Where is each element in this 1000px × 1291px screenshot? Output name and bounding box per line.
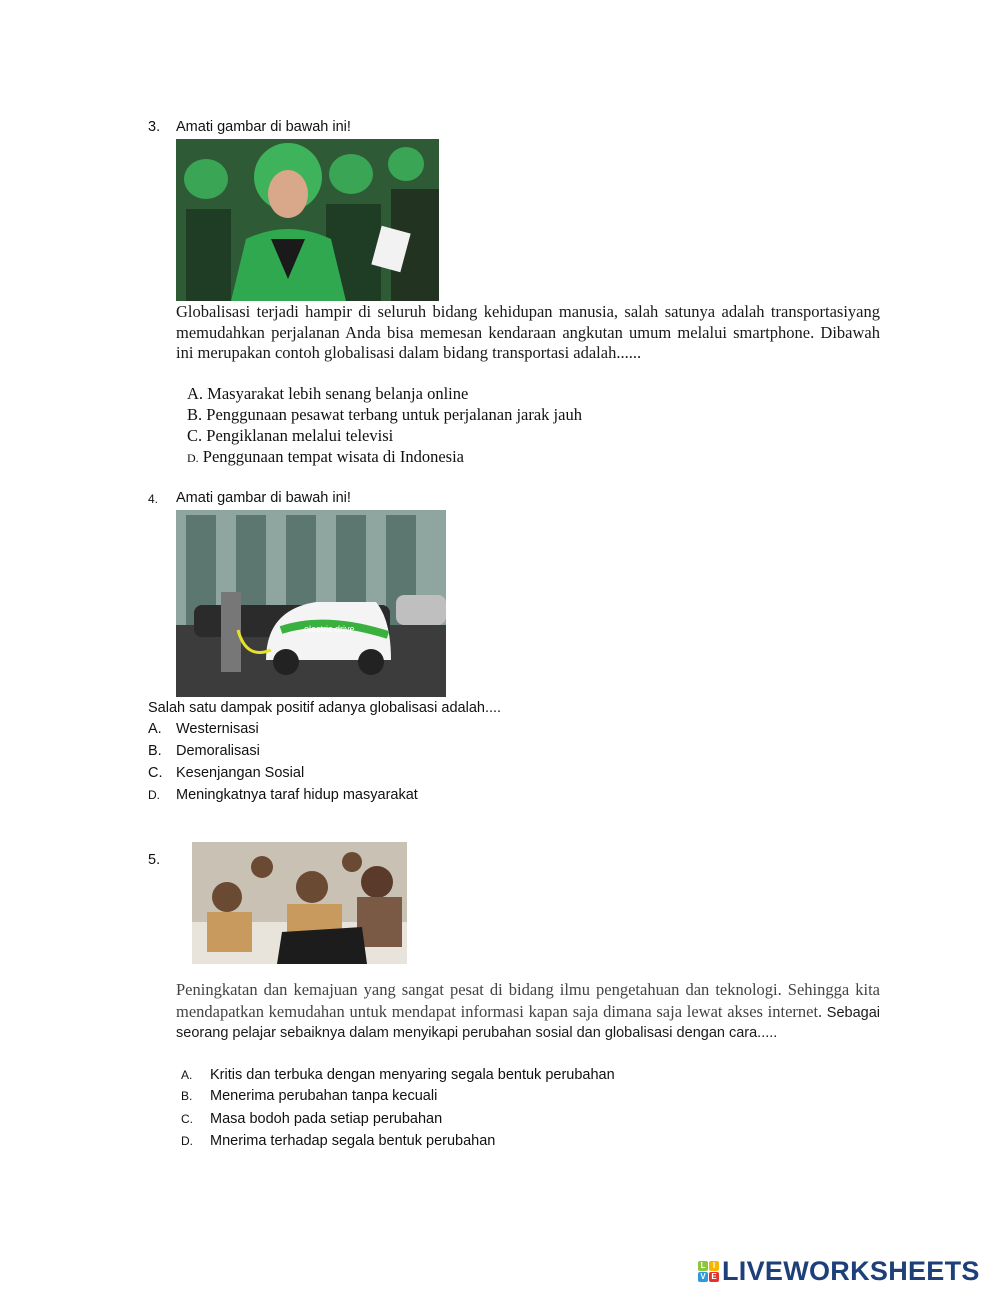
option-text: Penggunaan tempat wisata di Indonesia [202,447,464,466]
option-letter: D. [181,1134,193,1148]
option-letter: D. [148,788,160,802]
q5-option-b[interactable] [181,1088,437,1104]
q3-paragraph: Globalisasi terjadi hampir di seluruh bidang kehidupan manusia, salah satunya adalah transportasiyang memudahkan perjalanan Anda bisa memesan kendaraan angkutan umum melalui smartphone. Dibawah ini merupakan contoh globalisasi dalam bidang transportasi adalah...... [176,302,880,362]
students-illustration [192,842,407,964]
option-text: Masyarakat lebih senang belanja online [207,384,469,403]
q5-paragraph-question: Sebagai seorang pelajar sebaiknya dalam menyikapi perubahan sosial dan globalisasi dengan cara..... [176,1004,881,1041]
q4-option-c[interactable] [148,765,304,781]
option-letter: C. [181,1112,193,1126]
q4-instruction: Amati gambar di bawah ini! [176,490,351,506]
q4-image-electric-car [176,510,446,697]
option-text: Mnerima terhadap segala bentuk perubahan [210,1133,496,1149]
q5-number: 5. [148,852,161,868]
q4-option-d[interactable] [148,787,418,803]
q4-option-a[interactable] [148,721,259,737]
q5-paragraph-context: Peningkatan dan kemajuan yang sangat pesat di bidang ilmu pengetahuan dan teknologi. Sehingga kita mendapatkan kemudahan untuk mendapat informasi kapan saja dimana saja lewat akses internet. [176,980,880,1021]
option-letter: A. [181,1068,193,1082]
option-letter: C. [148,765,163,781]
q5-option-d[interactable] [181,1133,495,1149]
option-text: Masa bodoh pada setiap perubahan [210,1111,443,1127]
option-text: Westernisasi [176,721,259,737]
option-text: Pengiklanan melalui televisi [206,426,394,445]
option-text: Penggunaan pesawat terbang untuk perjalanan jarak jauh [206,405,582,424]
grab-drivers-illustration [176,139,439,301]
option-text: Meningkatnya taraf hidup masyarakat [176,787,418,803]
option-letter: A. [148,721,162,737]
option-letter: D. [187,451,199,465]
electric-car-illustration [176,510,446,697]
q3-option-b[interactable] [187,405,582,425]
q3-number: 3. [148,119,161,135]
q5-option-c[interactable] [181,1111,442,1127]
logo-tile: I [709,1261,719,1271]
logo-tile: V [698,1272,708,1282]
option-text: Kritis dan terbuka dengan menyaring segala bentuk perubahan [210,1067,615,1083]
q3-option-c[interactable] [187,426,393,446]
q4-option-b[interactable] [148,743,260,759]
q5-image-students-laptop [192,842,407,964]
liveworksheets-logo [698,1256,980,1287]
car-decal-text: electric drive [304,624,355,634]
logo-tile: L [698,1261,708,1271]
option-text: Menerima perubahan tanpa kecuali [210,1088,438,1104]
option-text: Kesenjangan Sosial [176,765,305,781]
option-letter: B. [187,405,203,424]
q3-option-a[interactable] [187,384,468,404]
q3-option-d[interactable] [187,447,464,467]
option-letter: B. [181,1089,193,1103]
logo-tile: E [709,1272,719,1282]
q4-number: 4. [148,492,159,506]
option-letter: C. [187,426,203,445]
option-text: Demoralisasi [176,743,260,759]
q3-instruction: Amati gambar di bawah ini! [176,119,351,135]
q5-option-a[interactable] [181,1067,615,1083]
logo-tiles-icon [698,1261,719,1282]
option-letter: B. [148,743,162,759]
option-letter: A. [187,384,204,403]
q3-image-grab-drivers [176,139,439,301]
q4-question: Salah satu dampak positif adanya globalisasi adalah.... [148,700,502,716]
q5-paragraph [176,980,880,1044]
logo-wordmark: LIVEWORKSHEETS [722,1256,980,1286]
